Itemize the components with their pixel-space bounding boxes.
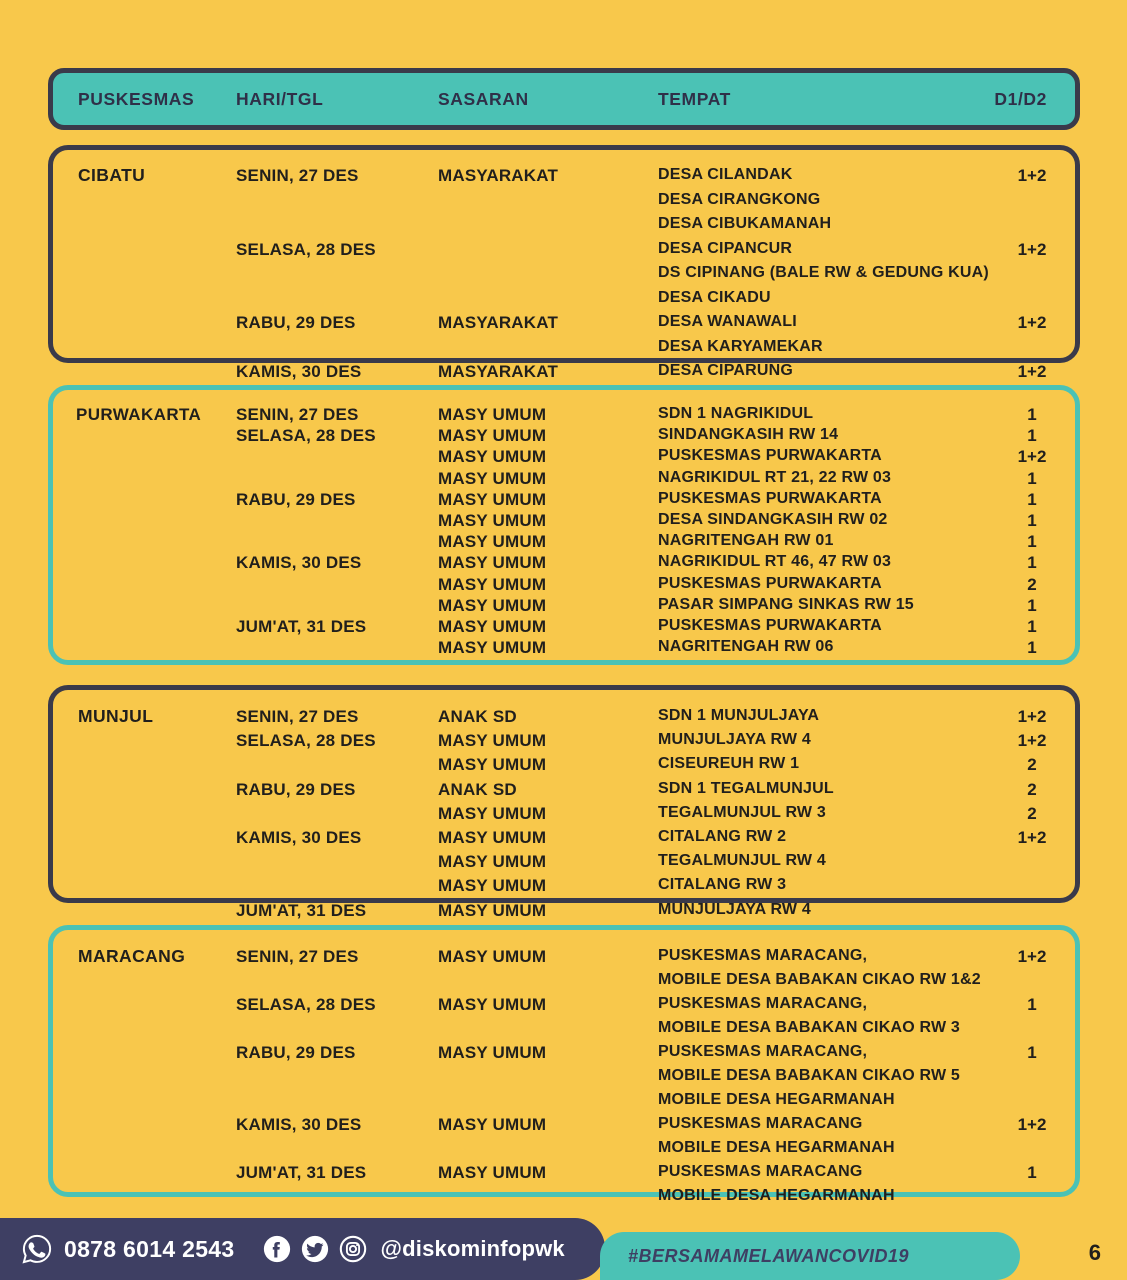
cell-tempat: PUSKESMAS PURWAKARTA: [658, 574, 882, 592]
cell-tempat: DESA CIRANGKONG: [658, 190, 821, 208]
cell-dose: 1: [1027, 595, 1037, 615]
cell-puskesmas: CIBATU: [78, 165, 146, 185]
cell-sasaran: MASY UMUM: [438, 995, 547, 1014]
cell-sasaran: MASY UMUM: [438, 900, 547, 920]
cell-tempat: DESA CIKADU: [658, 288, 771, 306]
cell-sasaran: MASY UMUM: [438, 532, 547, 552]
cell-dose: 1+2: [1017, 947, 1047, 966]
cell-tempat: CITALANG RW 2: [658, 828, 787, 845]
cell-tempat: DESA CIPANCUR: [658, 239, 793, 257]
cell-dose: 1: [1027, 995, 1037, 1014]
section-rows: [53, 150, 1075, 381]
cell-tempat: MUNJULJAYA RW 4: [658, 900, 811, 918]
cell-haritgl: SENIN, 27 DES: [236, 166, 359, 185]
cell-sasaran: MASY UMUM: [438, 426, 547, 446]
footer-hashtag-bar: [600, 1232, 1020, 1280]
hashtag-label: #BERSAMAMELAWANCOVID19: [628, 1245, 910, 1266]
cell-dose: 1+2: [1017, 731, 1047, 751]
twitter-icon[interactable]: [300, 1234, 330, 1264]
cell-tempat: DESA KARYAMEKAR: [658, 337, 823, 355]
cell-dose: 2: [1027, 779, 1037, 799]
cell-tempat: PUSKESMAS MARACANG,: [658, 947, 868, 964]
cell-tempat: MOBILE DESA HEGARMANAH: [658, 1187, 895, 1204]
cell-tempat: PUSKESMAS PURWAKARTA: [658, 489, 882, 507]
cell-puskesmas: PURWAKARTA: [76, 405, 202, 424]
column-header-puskesmas: PUSKESMAS: [78, 88, 195, 109]
cell-sasaran: MASY UMUM: [438, 553, 547, 573]
cell-sasaran: MASYARAKAT: [438, 362, 559, 381]
cell-tempat: CISEUREUH RW 1: [658, 755, 800, 773]
cell-tempat: DESA CILANDAK: [658, 166, 793, 183]
cell-haritgl: RABU, 29 DES: [236, 1043, 356, 1062]
column-header-tempat: TEMPAT: [658, 88, 731, 109]
cell-sasaran: MASY UMUM: [438, 574, 547, 594]
cell-haritgl: RABU, 29 DES: [236, 489, 356, 509]
page-number: 6: [1088, 1240, 1101, 1265]
cell-dose: 1: [1027, 1043, 1037, 1062]
cell-tempat: NAGRITENGAH RW 01: [658, 532, 834, 550]
cell-sasaran: MASY UMUM: [438, 1043, 547, 1062]
cell-haritgl: JUM'AT, 31 DES: [236, 1163, 367, 1182]
cell-tempat: CITALANG RW 3: [658, 876, 787, 894]
cell-tempat: DS CIPINANG (BALE RW & GEDUNG KUA): [658, 264, 989, 281]
section-card-maracang: [48, 925, 1080, 1204]
cell-haritgl: KAMIS, 30 DES: [236, 553, 362, 573]
cell-puskesmas: MARACANG: [78, 946, 186, 966]
cell-dose: 1: [1027, 553, 1037, 573]
cell-tempat: MOBILE DESA HEGARMANAH: [658, 1091, 895, 1108]
cell-tempat: PUSKESMAS MARACANG: [658, 1163, 863, 1180]
cell-haritgl: KAMIS, 30 DES: [236, 1115, 362, 1134]
instagram-icon[interactable]: [338, 1234, 368, 1264]
section-rows: [53, 390, 1075, 660]
cell-sasaran: MASYARAKAT: [438, 166, 559, 185]
cell-haritgl: KAMIS, 30 DES: [236, 362, 362, 381]
cell-dose: 1: [1027, 468, 1037, 488]
cell-dose: 2: [1027, 803, 1037, 823]
cell-tempat: SDN 1 MUNJULJAYA: [658, 707, 820, 724]
facebook-icon[interactable]: [262, 1234, 292, 1264]
cell-dose: 1: [1027, 489, 1037, 509]
cell-tempat: PUSKESMAS PURWAKARTA: [658, 617, 882, 634]
cell-sasaran: MASY UMUM: [438, 803, 547, 823]
phone-number: 0878 6014 2543: [64, 1235, 235, 1262]
cell-sasaran: ANAK SD: [438, 779, 517, 799]
cell-tempat: NAGRIKIDUL RT 46, 47 RW 03: [658, 553, 892, 571]
cell-sasaran: MASY UMUM: [438, 852, 547, 872]
cell-tempat: SDN 1 TEGALMUNJUL: [658, 779, 834, 797]
cell-haritgl: SELASA, 28 DES: [236, 731, 376, 751]
column-header-sasaran: SASARAN: [438, 88, 529, 109]
cell-tempat: PUSKESMAS MARACANG,: [658, 995, 868, 1012]
cell-sasaran: MASY UMUM: [438, 876, 547, 896]
cell-tempat: SDN 1 NAGRIKIDUL: [658, 405, 814, 422]
whatsapp-icon[interactable]: [22, 1234, 52, 1264]
cell-tempat: MOBILE DESA BABAKAN CIKAO RW 1&2: [658, 971, 981, 988]
cell-dose: 1+2: [1017, 313, 1047, 332]
cell-haritgl: KAMIS, 30 DES: [236, 828, 362, 847]
cell-haritgl: SELASA, 28 DES: [236, 239, 376, 259]
cell-sasaran: MASY UMUM: [438, 617, 547, 636]
footer-contact-bar: [0, 1218, 605, 1280]
cell-dose: 1+2: [1017, 1115, 1047, 1134]
cell-haritgl: JUM'AT, 31 DES: [236, 617, 367, 636]
section-card-purwakarta: [48, 385, 1080, 665]
cell-sasaran: MASY UMUM: [438, 638, 547, 658]
cell-tempat: DESA SINDANGKASIH RW 02: [658, 511, 888, 528]
cell-dose: 1: [1027, 511, 1037, 530]
cell-tempat: PUSKESMAS PURWAKARTA: [658, 447, 882, 465]
cell-sasaran: MASY UMUM: [438, 468, 547, 488]
section-rows: [53, 690, 1075, 920]
cell-tempat: SINDANGKASIH RW 14: [658, 426, 839, 444]
social-handle: @diskominfopwk: [380, 1236, 565, 1261]
cell-tempat: PUSKESMAS MARACANG: [658, 1115, 863, 1132]
cell-sasaran: MASY UMUM: [438, 1115, 547, 1134]
cell-haritgl: JUM'AT, 31 DES: [236, 900, 367, 920]
cell-tempat: NAGRITENGAH RW 06: [658, 638, 834, 656]
cell-dose: 1: [1027, 426, 1037, 446]
cell-sasaran: MASY UMUM: [438, 405, 547, 424]
cell-dose: 1+2: [1017, 707, 1047, 726]
cell-sasaran: MASY UMUM: [438, 595, 547, 615]
cell-tempat: MOBILE DESA BABAKAN CIKAO RW 5: [658, 1067, 961, 1084]
cell-sasaran: MASY UMUM: [438, 947, 547, 966]
cell-tempat: PASAR SIMPANG SINKAS RW 15: [658, 595, 914, 613]
cell-sasaran: MASY UMUM: [438, 731, 547, 751]
cell-tempat: MOBILE DESA HEGARMANAH: [658, 1139, 895, 1156]
cell-sasaran: MASY UMUM: [438, 511, 547, 530]
column-header-haritgl: HARI/TGL: [236, 88, 324, 109]
cell-haritgl: SENIN, 27 DES: [236, 707, 359, 726]
cell-sasaran: MASY UMUM: [438, 489, 547, 509]
cell-dose: 2: [1027, 574, 1037, 594]
section-card-cibatu: [48, 145, 1080, 381]
cell-tempat: MUNJULJAYA RW 4: [658, 731, 811, 749]
cell-dose: 1: [1027, 638, 1037, 658]
cell-tempat: TEGALMUNJUL RW 4: [658, 852, 826, 870]
cell-tempat: MOBILE DESA BABAKAN CIKAO RW 3: [658, 1019, 961, 1036]
cell-dose: 1: [1027, 532, 1037, 552]
cell-dose: 1+2: [1017, 828, 1047, 847]
cell-dose: 1+2: [1017, 362, 1047, 381]
cell-sasaran: MASY UMUM: [438, 447, 547, 467]
cell-sasaran: MASY UMUM: [438, 755, 547, 775]
cell-dose: 2: [1027, 755, 1037, 775]
cell-sasaran: MASY UMUM: [438, 828, 547, 847]
cell-puskesmas: MUNJUL: [78, 706, 154, 726]
cell-tempat: DESA CIBUKAMANAH: [658, 215, 832, 232]
cell-tempat: TEGALMUNJUL RW 3: [658, 803, 826, 821]
cell-tempat: NAGRIKIDUL RT 21, 22 RW 03: [658, 468, 892, 486]
table-header: [48, 68, 1080, 130]
section-card-munjul: [48, 685, 1080, 920]
cell-dose: 1+2: [1017, 166, 1047, 185]
cell-haritgl: RABU, 29 DES: [236, 779, 356, 799]
cell-dose: 1+2: [1017, 239, 1047, 259]
cell-tempat: PUSKESMAS MARACANG,: [658, 1043, 868, 1060]
cell-sasaran: MASYARAKAT: [438, 313, 559, 332]
cell-dose: 1+2: [1017, 447, 1047, 467]
cell-haritgl: SELASA, 28 DES: [236, 426, 376, 446]
cell-haritgl: RABU, 29 DES: [236, 313, 356, 332]
cell-haritgl: SENIN, 27 DES: [236, 405, 359, 424]
section-rows: [53, 930, 1075, 1204]
cell-sasaran: ANAK SD: [438, 707, 517, 726]
column-header-d1d2: D1/D2: [994, 88, 1047, 109]
cell-tempat: DESA CIPARUNG: [658, 362, 794, 379]
cell-dose: 1: [1027, 617, 1037, 636]
cell-tempat: DESA WANAWALI: [658, 313, 797, 330]
cell-sasaran: MASY UMUM: [438, 1163, 547, 1182]
cell-dose: 1: [1027, 1163, 1037, 1182]
cell-haritgl: SENIN, 27 DES: [236, 947, 359, 966]
social-icons-group: [262, 1234, 368, 1264]
cell-dose: 1: [1027, 405, 1037, 424]
cell-haritgl: SELASA, 28 DES: [236, 995, 376, 1014]
